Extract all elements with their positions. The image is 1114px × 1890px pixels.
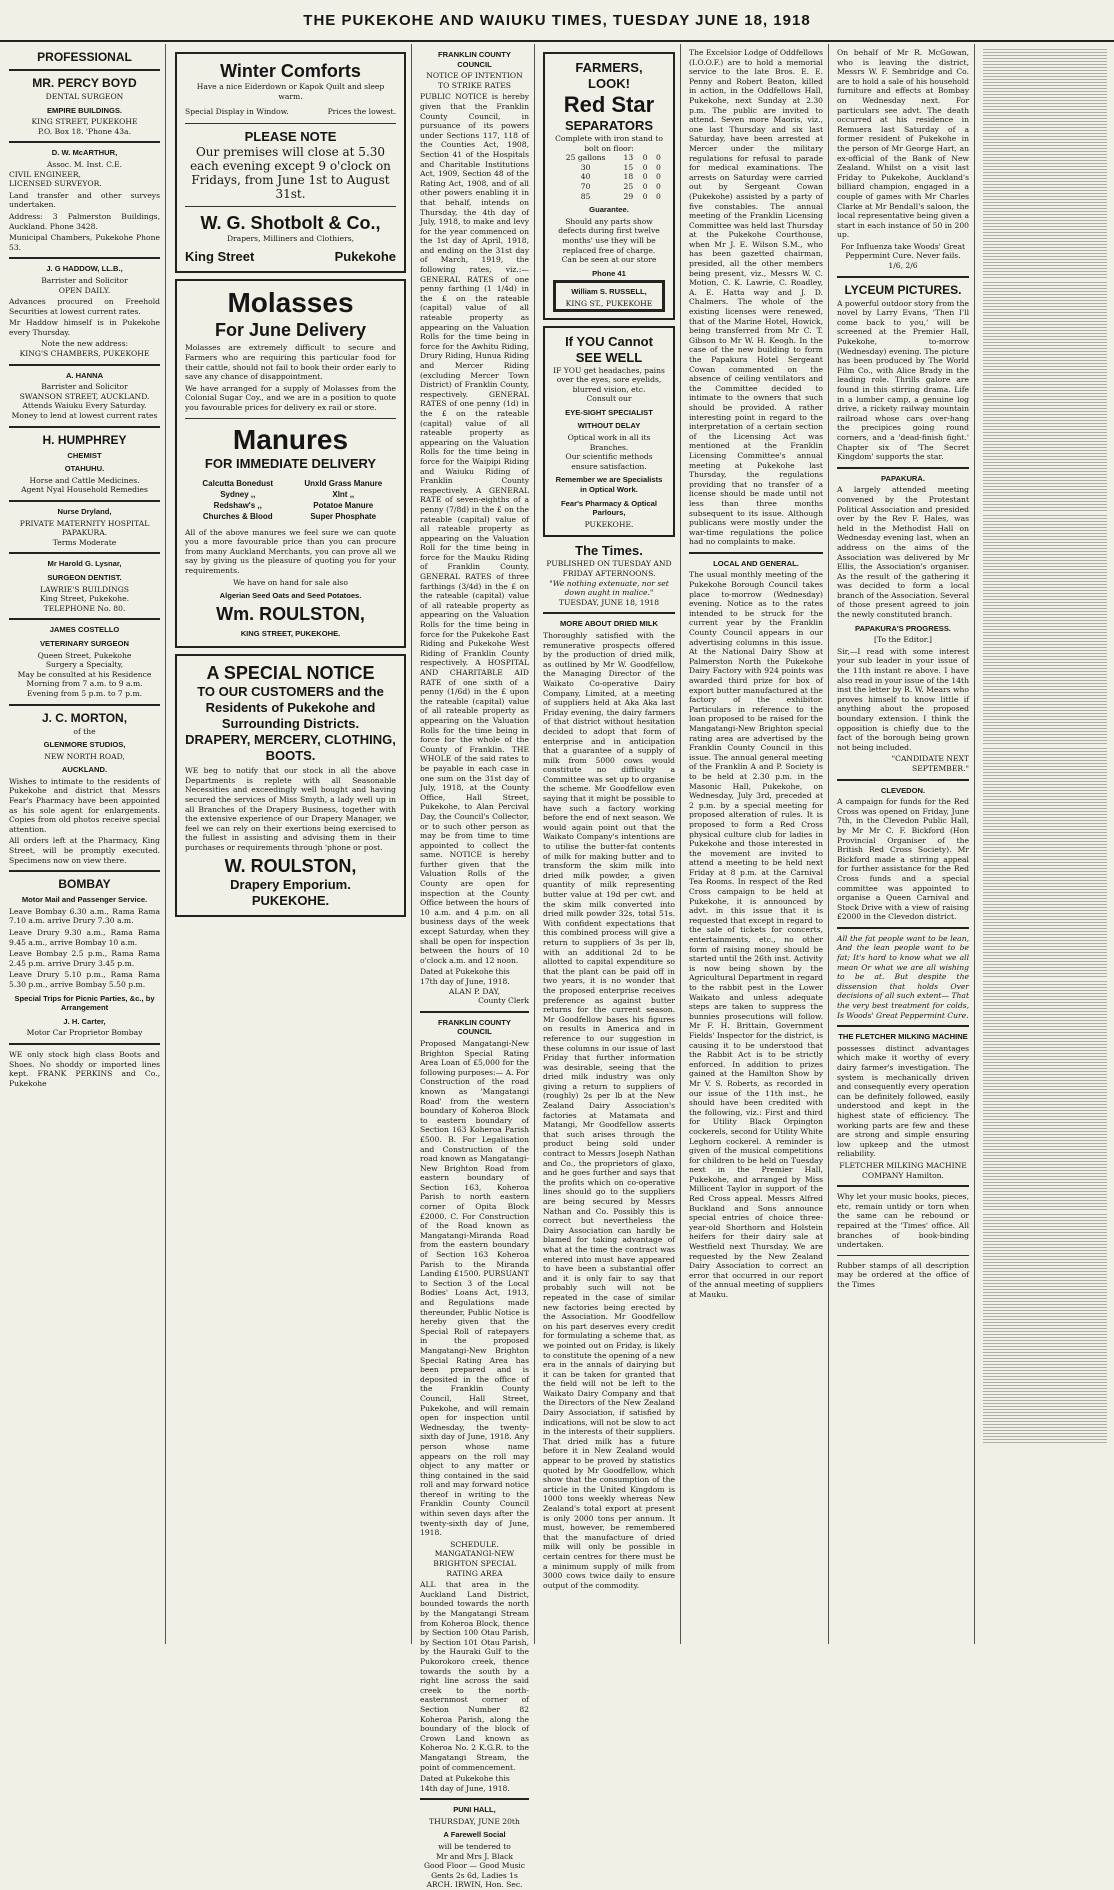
- ad-lysnar: Mr Harold G. Lysnar, SURGEON DENTIST. LAWRIE'S BUILDINGS King Street, Pukekohe. TELEPHONE No. 80.: [39, 559, 130, 613]
- dried-milk-article: Thoroughly satisfied with the remunerative prospects offered by the production of dried milk, as outlined by Mr W. Goodfellow, the Managing Director of the Waikato Co-operative Dairy Company, Limited, at a meeting of suppliers held at Aka Aka last Friday evening, the dairy farmers of that district without hesitation decided to adopt that form of enterprise and in anticipation that a guarantee of a supply of milk from 5000 cows would constitute no difficulty a Committee was set up to organise the scheme. Mr Goodfellow even saying that it might be possible to have such a factory working before the end of next season. We would again point out that the Waikato Company's intentions are to utilise the butter-fat contents of milk for making butter and to transform the skim milk into dried milk powder, a given quantity of milk representing butter value at 19d per cwt. and the skim milk converted into dried milk powder 32s, total 51s. With confident expectations that this combined process will give a return to suppliers of 3s per lb, with an additional 2d to be allotted to capital expenditure so that the plant can be paid off in two years, it is no wonder that the proposed enterprise receives preference as against butter returns for the current season. Mr Goodfellow bases his figures on results in America and in reference to our suggestion in these columns in our issue of last Friday that further information was desirable, seeing that the dried milk industry was only giving a return to suppliers of (roughly) 2s per lb at the New Zealand Dairy Association's factories at Matamata and Matangi, Mr Goodfellow asserts that such arises through the product being sold under contract to Messrs Joseph Nathan and Co., the proprietors of glaxo, and he goes further and says that the profits which on co-operative lines should go to the suppliers are being secured by Messrs Nathan and Co. Possibly this is correct but nevertheless the Dairy Association can hardly be blamed for taking advantage of what at the time the contract was entered into must have appeared to have been a substantial offer and it is only fair to say that probably such will not be repeated in the case of similar new factories being erected by the Association. Mr Goodfellow on his part deserves every credit for formulating a scheme that, as we pointed out on Friday, is likely to constitute the opening of a new era in the annals of dairying but it can be taken for granted that the field will not be left to the Waikato Dairy Company and that the Directors of the New Zealand Dairy Association, if satisfied by indications, will not be slow to act in the interests of their suppliers. That dried milk has a future before it in New Zealand would appear to be proved by statistics quoted by Mr Goodfellow, which show that the consumption of the article in the United Kingdom is 1000 tons weekly whereas New Zealand's total export at present is only 2000 tons per annum. It must, however, be remembered that the manufacture of dried milk will only be possible in certain centres for there must be a minimum supply of milk from 3000 cows twice daily to ensure output of the commodity.: [543, 630, 675, 1590]
- ad-hanna: A. HANNA Barrister and Solicitor SWANSON STREET, AUCKLAND. Attends Waiuku Every Saturday. Money to lend at lowest current rates: [11, 370, 158, 421]
- clevedon-heading: CLEVEDON.: [880, 785, 926, 795]
- ad-percy-boyd: MR. PERCY BOYD DENTAL SURGEON EMPIRE BUILDINGS. KING STREET, PUKEKOHE P.O. Box 18. 'Phone 43a.: [31, 76, 138, 136]
- ad-morton: J. C. MORTON, of the GLENMORE STUDIOS, NEW NORTH ROAD, AUCKLAND. Wishes to intimate to the residents of Pukekohe and district that Messrs Fear's Pharmacy have been appointed as his sole agent for enlargements. Copies from old photos receive special attention. All orders left at the Pharmacy, King Street, will be promptly executed. Specimens now on view there.: [9, 710, 160, 865]
- ad-dryland: Nurse Dryland, PRIVATE MATERNITY HOSPITAL PAPAKURA. Terms Moderate: [19, 507, 150, 547]
- ad-humphrey: H. HUMPHREY CHEMIST OTAHUHU. Horse and Cattle Medicines. Agent Nyal Household Remedies: [21, 432, 148, 495]
- manures-list: Calcutta Bonedust Unxld Grass Manure Sydney ,, Xlnt ,, Redshaw's ,, Potatoe Manure Churches & Blood Super Phosphate: [202, 478, 383, 521]
- lyceum-heading: LYCEUM PICTURES.: [844, 282, 962, 297]
- masthead-title: THE PUKEKOHE AND WAIUKU TIMES, TUESDAY JUNE 18, 1918: [303, 11, 811, 29]
- ad-perkins: WE only stock high class Boots and Shoes. No shoddy or imported lines kept. FRANK PERKINS and Co., Pukekohe: [9, 1049, 160, 1088]
- masthead: [0, 0, 1114, 42]
- ad-shotbolt: Winter Comforts Have a nice Eiderdown or Kapok Quilt and sleep warm. Special Display in Window. Prices the lowest. PLEASE NOTE Our premises will close at 5.30 each evening except 9 o'clock on Fridays, from June 1st to August 31st. W. G. Shotbolt & Co., Drapers, Milliners and Clothiers, King Street Pukekohe: [175, 52, 406, 273]
- council-rates-notice: PUBLIC NOTICE is hereby given that the Franklin County Council, in pursuance of its powers under Sections 117, 118 of the Counties Act, 1908, Section 41 of the Hospitals and Charitable Institutions Act, 1909, Section 48 of the Rating Act, 1908, and of all other powers enabling it in that behalf, intends on Thursday, the 4th day of July, 1918, to make and levy for the year commenced on the 1st day of April, 1918, and ending on the 31st day of March, 1919, the following rates, viz.:— GENERAL RATES of one penny farthing (1 1/4d) in the £ on the rateable (capital) value of all rateable property as appearing on the Valuation Rolls for the time being in force for the Awhitu Riding, Drury Riding, Hunua Riding and Mercer Riding (excluding Mercer Town District) of Franklin County, respectively. GENERAL RATES of one penny (1d) in the £ on the rateable (capital) value of all rateable property as appearing on the Valuation Rolls for the time being in force for the Waipipi Riding and Waiuku Riding of Franklin County respectively. A GENERAL RATE of seven-eighths of a penny (7/8d) in the £ on the rateable (capital) value of all rateable property as appearing on the Valuation Roll for the time being in force for the Mauku Riding of Franklin County. GENERAL RATES of three farthings (3/4d) in the £ on the rateable (capital) value of all rateable property as appearing on the Valuation Rolls for the time being in force for the Pukekohe East Riding and Pukekohe West Riding of Franklin County respectively. A HOSPITAL AND CHARITABLE AID RATE of one sixth of a penny (1/6d) in the £ upon the rateable (capital) value of all rateable property as appearing on the Valuation Rolls for the time being in force for the whole of the County of Franklin. THE WHOLE of the said rates to be payable in each case in one sum on the 31st day of July, 1918, at the County Office, Hall Street, Pukekohe, to Alan Percival Day, the Council's Collector, or to such other person as may be from time to time appointed to collect the same. NOTICE is hereby further given that the Valuation Rolls of the County are open for inspection at the County Office between the hours of 10 a.m. and 4 p.m. on all business days of the week except Saturday, when they shall be open for inspection between the hours of 10 o'clock a.m. and 12 noon.: [420, 92, 529, 965]
- dried-milk-heading: MORE ABOUT DRIED MILK: [559, 619, 658, 629]
- column-council: FRANKLIN COUNTY COUNCIL NOTICE OF INTENTION TO STRIKE RATES PUBLIC NOTICE is hereby given that the Franklin County Council, in pursuance of its powers under Sections 117, 118 of the Counties Act, 1908, Section 41 of the Hospitals and Charitable Institutions Act, 1909, Section 48 of the Rating Act, 1908, and of all other powers enabling it in that behalf, intends on Thursday, the 4th day of July, 1918, to make and levy for the year commenced on the 1st day of April, 1918, and ending on the 31st day of March, 1919, the following rates, viz.:— GENERAL RATES of one penny farthing (1 1/4d) in the £ on the rateable (capital) value of all rateable property as appearing on the Valuation Rolls for the time being in force for the Awhitu Riding, Drury Riding, Hunua Riding and Mercer Riding (excluding Mercer Town District) of Franklin County, respectively. GENERAL RATES of one penny (1d) in the £ on the rateable (capital) value of all rateable property as appearing on the Valuation Rolls for the time being in force for the Waipipi Riding and Waiuku Riding of Franklin County respectively. A GENERAL RATE of seven-eighths of a penny (7/8d) in the £ on the rateable (capital) value of all rateable property as appearing on the Valuation Roll for the time being in force for the Mauku Riding of Franklin County. GENERAL RATES of three farthings (3/4d) in the £ on the rateable (capital) value of all rateable property as appearing on the Valuation Rolls for the time being in force for the Pukekohe East Riding and Pukekohe West Riding of Franklin County respectively. A HOSPITAL AND CHARITABLE AID RATE of one sixth of a penny (1/6d) in the £ upon the rateable (capital) value of all rateable property as appearing on the Valuation Rolls for the time being in force for the whole of the County of Franklin. THE WHOLE of the said rates to be payable in each case in one sum on the 31st day of July, 1918, at the County Office, Hall Street, Pukekohe, to Alan Percival Day, the Council's Collector, or to such other person as may be from time to time appointed to collect the same. NOTICE is hereby further given that the Valuation Rolls of the County are open for inspection at the County Office between the hours of 10 a.m. and 4 p.m. on all business days of the week except Saturday, when they shall be open for inspection between the hours of 10 o'clock a.m. and 12 noon. Dated at Pukekohe this 17th day of June, 1918. ALAN P. DAY, County Clerk FRANKLIN COUNTY COUNCIL Proposed Mangatangi-New Brighton Special Rating Area Loan of £5,000 for the following purposes:— A. For Construction of the road known as 'Mangatangi Road' from the western boundary of Koheroa Block to eastern boundary of Section 163 Koheroa Parish £500. B. For Legalisation and Construction of the road known as Mangatangi-New Brighton Road from eastern boundary of Section 163, Koheroa Parish to north eastern corner of Opita Block £2000. C. For Construction of the Road known as Mangatangi-Miranda Road from the eastern boundary of Section 163 Koheroa Parish to the Miranda Landing £1500. PURSUANT to Section 3 of the Local Bodies' Loans Act, 1913, and Regulations made thereunder, Public Notice is hereby given that the Special Roll of ratepayers in the proposed Mangatangi-New Brighton Special Rating Area has been prepared and is deposited in the office of the Franklin County Council, Hall Street, Pukekohe, and will remain open for inspection until Wednesday, the twenty-sixth day of June, 1918. Any person whose name appears on the roll may object to any matter or thing contained in the said roll and may forward notice thereof in writing to the Franklin County Council within seven days after the twenty-sixth day of June, 1918. SCHEDULE. MANGATANGI-NEW BRIGHTON SPECIAL RATING AREA ALL that area in the Auckland Land District, bounded towards the north by the Mangatangi Stream from Koheroa Block, thence by Section 100 Otau Parish, by Section 101 Otau Parish, by the Hauraki Gulf to the Pukorokoro creek, thence towards the south by a right line across the said creek to the north-easternmost corner of Section Number 82 Koheroa Parish, along the boundary of the block of Crown Land known as Koheroa No. 2 K.G.R. to the Mangatangi Stream, the point of commencement. Dated at Pukekohe this 14th day of June, 1918. PUNI HALL, THURSDAY, JUNE 20th A Farewell Social will be tendered to Mr and Mrs J. Black Good Floor — Good Music Gents 2s 6d, Ladies 1s ARCH. IRWIN, Hon. Sec.: [415, 44, 535, 1644]
- price-table: 25 gallons 13 0 0 30 15 0 0 40 18 0 0 70 25 0 0 85 29 0 0: [565, 153, 661, 201]
- ad-puni-hall: PUNI HALL, THURSDAY, JUNE 20th A Farewell Social will be tendered to Mr and Mrs J. Black Good Floor — Good Music Gents 2s 6d, Ladies 1s ARCH. IRWIN, Hon. Sec.: [423, 1805, 526, 1890]
- column-professional: [4, 44, 166, 1644]
- column-edge: [978, 44, 1112, 1644]
- ad-costello: JAMES COSTELLO VETERINARY SURGEON Queen Street, Pukekohe Surgery a Specialty, May be consulted at his Residence Morning from 7 a.m. to 9 a.m. Evening from 5 p.m. to 7 p.m.: [17, 625, 152, 698]
- column-large-ads: [170, 44, 412, 1644]
- news-paragraphs: The Excelsior Lodge of Oddfellows (I.O.O.F.) are to hold a memorial service to the late Bros. E. E. Penny and Robert Beaton, killed in action, in the Oddfellows Hall, Pukekohe, next Sunday at 2.30 p.m. The public are invited to attend. Seven more Maoris, viz., one last Thursday and six last Saturday, have been arrested at Mercer under the military regulations for refusal to parade for medical examinations. The arrests on Saturday were carried out by Sergeant Cowan (Pukekohe) assisted by a party of five constables. The annual meeting of the Franklin Licensing Committee was held last Thursday at the Pukekohe Courthouse, when Mr J. E. Wilson S.M., who has been gazetted chairman, presided, all the other members being present, viz., Messrs W. C. Motion, C. K. Lawrie, C. Roadley, A. E. Hatta way and J. D. Chalmers. The whole of the existing licenses were renewed, that of the Marine Hotel, Howick, being transferred from Mr C. T. Gibson to Mr W. H. Keogh. In the case of the new building to form the Papakura Hotel Sergeant Cowan commented on the absence of ceiling ventilators and the Committee decided to intimate to the owners that such should be provided. A rather interesting point in regard to the interpretation of a certain section of the Licensing Act was mentioned at the Franklin Licensing Committee's annual meeting at Pukekohe last Thursday, the regulations providing that no transfer of a license should be made until not less than three months subsequent to its issue. Although publicans were mostly under the war-time regulations the police had no complaints to make.: [689, 48, 823, 547]
- ad-roulston-molasses: Molasses For June Delivery Molasses are extremely difficult to secure and Farmers who are requiring this particular food for their cattle, should not fail to book their order early to save any chance of disappointment. We have arranged for a supply of Molasses from the Colonial Sugar Coy., and we are in a position to quote you favourable prices for delivery ex rail or store. Manures FOR IMMEDIATE DELIVERY Calcutta Bonedust Unxld Grass Manure Sydney ,, Xlnt ,, Redshaw's ,, Potatoe Manure Churches & Blood Super Phosphate All of the above manures we feel sure we can quote you a more favourable price than you can procure from many Auckland Merchants, you can prove all we say by giving us the pleasure of quoting you for your requirements. We have on hand for sale also Algerian Seed Oats and Seed Potatoes. Wm. ROULSTON, KING STREET, PUKEKOHE.: [175, 279, 406, 648]
- council-title: FRANKLIN COUNTY COUNCIL: [438, 50, 511, 69]
- ad-roulston-special-notice: A SPECIAL NOTICE TO OUR CUSTOMERS and the Residents of Pukekohe and Surrounding Districts. DRAPERY, MERCERY, CLOTHING, BOOTS. WE beg to notify that our stock in all the above Departments is replete with all Seasonable Necessities and exceedingly well bought and having secured the services of Miss Smyth, a lady well up in all Branches of the Drapery Business, together with the extensive experience of our Drapery Manager, we feel we can rely on their exertions being exercised to the fullest in assisting and advising them in their purchases or requirements through 'phone or post. W. ROULSTON, Drapery Emporium. PUKEKOHE.: [175, 654, 406, 916]
- ad-bombay: BOMBAY Motor Mail and Passenger Service. Leave Bombay 6.30 a.m., Rama Rama 7.10 a.m. arrive Drury 7.30 a.m. Leave Drury 9.30 a.m., Rama Rama 9.45 a.m., arrive Bombay 10 a.m. Leave Bombay 2.5 p.m., Rama Rama 2.45 p.m. arrive Drury 3.45 p.m. Leave Drury 5.10 p.m., Rama Rama 5.30 p.m., arrive Bombay 5.50 p.m. Special Trips for Picnic Parties, &c., by Arrangement J. H. Carter, Motor Car Proprietor Bombay: [9, 877, 160, 1038]
- papakura-heading: PAPAKURA.: [880, 473, 925, 483]
- ad-mcarthur: D. W. McARTHUR, Assoc. M. Inst. C.E. CIVIL ENGINEER, LICENSED SURVEYOR. Land transfer and other surveys undertaken. Address: 3 Palmerston Buildings, Auckland. Phone 3428. Municipal Chambers, Pukekohe Phone 53.: [9, 148, 160, 252]
- times-nameplate: The Times. PUBLISHED ON TUESDAY AND FRIDAY AFTERNOONS. "We nothing extenuate, nor set down aught in malice." TUESDAY, JUNE 18, 1918: [546, 543, 672, 607]
- council-loan-notice: Proposed Mangatangi-New Brighton Special Rating Area Loan of £5,000 for the following purposes:— A. For Construction of the road known as 'Mangatangi Road' from the western boundary of Koheroa Block to eastern boundary of Section 163 Koheroa Parish £500. B. For Legalisation and Construction of the road known as Mangatangi-New Brighton Road from eastern boundary of Section 163, Koheroa Parish to north eastern corner of Opita Block £2000. C. For Construction of the Road known as Mangatangi-Miranda Road from the eastern boundary of Section 163 Koheroa Parish to the Miranda Landing £1500. PURSUANT to Section 3 of the Local Bodies' Loans Act, 1913, and Regulations made thereunder, Public Notice is hereby given that the Special Roll of ratepayers in the proposed Mangatangi-New Brighton Special Rating Area has been prepared and is deposited in the office of the Franklin County Council, Hall Street, Pukekohe, and will remain open for inspection until Wednesday, the twenty-sixth day of June, 1918. Any person whose name appears on the roll may object to any matter or thing contained in the said roll and may forward notice thereof in writing to the Franklin County Council within seven days after the twenty-sixth day of June, 1918.: [420, 1038, 529, 1538]
- local-general-article: The usual monthly meeting of the Pukekohe Borough Council takes place to-morrow (Wednesday) evening. Notice as to the rates intended to be struck for the current year by the Franklin County Council appears in our advertising columns in this issue. At the National Dairy Show at Palmerston North the Pukekohe Dairy Factory with 924 points was awarded third prize for box of export butter manufactured at the factory of the exhibitor. Particulars in reference to the loan proposed to be raised for the Mangatangi-New Brighton special rating area are advertised by the Franklin County Council in this issue. The annual general meeting of the Franklin A and P. Society is to be held at 2.30 p.m. in the Masonic Hall, Pukekohe, on Wednesday, July 3rd, preceded at 2 p.m. by a special meeting for proposed alteration of rules. It is proposed to form a Red Cross physical culture club for ladies in Pukekohe and those interested in the movement are invited to attend a meeting to be held next Friday at 8 p.m. at the Carnival Tea Rooms. In respect of the Red Cross campaign to be held at Pukekohe, it is announced by advt. in this issue that it is requested that except in regard to the sale of tickets for concerts, entertainments, etc., no other form of raising money should be started until the 26th inst. Activity is now being shown by the Agricultural Department in regard to the rabbit pest in the Lower Waikato and unless adequate steps are taken to suppress the bunnies prosecutions will follow. Mr F. H. Brittain, Government Fields' Inspector for the district, is causing it to be understood that the Rabbit Act is to be strictly enforced. In addition to prizes gained at the Hamilton Show by Mr V. S. Roberts, as recorded in our issue of the 11th inst., he should have been credited with the following, viz.: First and third for Utility Black Orpington cockerels, second for Utility White Leghorn cockerel. A reminder is given of the musical competitions for children to be held on Tuesday next in the Premier Hall, Pukekohe, and arranged by Miss Millicent Taylor in support of the Red Cross appeal. Messrs Alfred Buckland and Sons announce special entries of choice three-year-old Shorthorn and Holstein heifers for their dairy sale at Westfield next Thursday. We are requested by the New Zealand Dairy Association to correct an error that occurred in our report of the annual meeting of suppliers at Mauku.: [689, 570, 823, 1299]
- local-general-heading: LOCAL AND GENERAL.: [713, 558, 799, 568]
- column-district-news: On behalf of Mr R. McGowan, who is leaving the district, Messrs W. F. Sembridge and Co. are to hold a sale of his household furniture and effects at Bombay on Wednesday next. For particulars see advt. The death occurred at his residence in Remuera last Saturday of a former resident of Pukekohe in the person of Mr George Hart, an ex-official of the Bank of New Zealand. Whilst on a visit last Friday to Pukekohe, Auckland's billiard champion, engaged in a couple of games with Mr Charles Clarke at Mr Bendall's saloon, the local representative being given a start in each instance of 50 in 200 up. For Influenza take Woods' Great Peppermint Cure. Never fails. 1/6, 2/6 LYCEUM PICTURES. A powerful outdoor story from the novel by Larry Evans, 'Then I'll come back to you,' will be screened at the Premier Hall, Pukekohe, to-morrow (Wednesday) evening. The picture has been produced by The World Film Co., with Alice Brady in the leading role. Thrills galore are found in this stirring drama. Life in a lumber camp, a genuine log drive, a rickety railway mountain railroad whose cars over-hang the precipices going round corners, and a 'dead-finish fight.' Chapter six of 'The Secret Kingdom' supports the star. PAPAKURA. A largely attended meeting convened by the Protestant Political Association and presided over by the Rev F. Hales, was held in the Methodist Hall on Wednesday evening last, when an address on the aims of the Association was delivered by Mr Ellis, the Association's organiser. As the result of the gathering it was decided to form a local branch of the Association. Several of those present agreed to join the newly constituted branch. PAPAKURA'S PROGRESS. [To the Editor.] Sir,—I read with some interest your sub leader in your issue of the 11th instant re above. I have also read in your issue of the 14th inst the letter by R. W. Mears who proves himself to know little if anything about the proposed boundary extension. I think the opposition is chiefly due to the fact of the borough being grown not being included. "CANDIDATE NEXT SEPTEMBER." CLEVEDON. A campaign for funds for the Red Cross was opened on Friday, June 7th, in the Clevedon Public Hall, by Mr Mr C. F. Bickford (Hon Provincial Organiser of the British Red Cross Society). Mr Bickford made a stirring appeal for further assistance for the Red Cross funds and a special committee was appointed to organise a Queen Carnival and Stock Drive with a view of raising £2000 in the Clevedon district. All the fat people want to be lean, And the lean people want to be fat; It's hard to know what we all mean Or what we are all wishing to be at. But despite the dissension that holds Over decisions of all such extent— That the very best treatment for colds, Is Woods' Great Peppermint Cure. THE FLETCHER MILKING MACHINE possesses distinct advantages which make it worthy of every dairy farmer's investigation. The system is mechanically driven and consequently every operation can be definitely followed, easily understood and kept in the highest state of efficiency. The working parts are few and these are strong and simple ensuring low upkeep and the utmost reliability. FLETCHER MILKING MACHINE COMPANY Hamilton. Why let your music books, pieces, etc, remain untidy or torn when the same can be rebound or repaired at the 'Times' office. All branches of book-binding undertaken. Rubber stamps of all description may be ordered at the office of the Times: [832, 44, 975, 1644]
- column-local-general: [684, 44, 829, 1644]
- ad-red-star: FARMERS, LOOK! Red Star SEPARATORS Complete with iron stand to bolt on floor: 25 gallons 13 0 0 30 15 0 0 40 18 0 0 70 25 0 0 85 29 0 0 Guarantee. Should any parts show defects during first twelve months' use they will be replaced free of charge. Can be seen at our store Phone 41 William S. RUSSELL, KING ST., PUKEKOHE: [543, 52, 675, 320]
- ad-haddow: J. G HADDOW, LL.B., Barrister and Solicitor OPEN DAILY. Advances procured on Freehold Securities at lowest current rates. Mr Haddow himself is in Pukekohe every Thursday. Note the new address: KING'S CHAMBERS, PUKEKOHE: [9, 264, 160, 359]
- professional-heading: PROFESSIONAL: [37, 50, 132, 64]
- ad-fears-optical: If YOU Cannot SEE WELL IF YOU get headaches, pains over the eyes, sore eyelids, blurred vision, etc. Consult our EYE-SIGHT SPECIALIST WITHOUT DELAY Optical work in all its Branches. Our scientific methods ensure satisfaction. Remember we are Specialists in Optical Work. Fear's Pharmacy & Optical Parlours, PUKEKOHE.: [543, 326, 675, 538]
- column-ads-editorial: [538, 44, 681, 1644]
